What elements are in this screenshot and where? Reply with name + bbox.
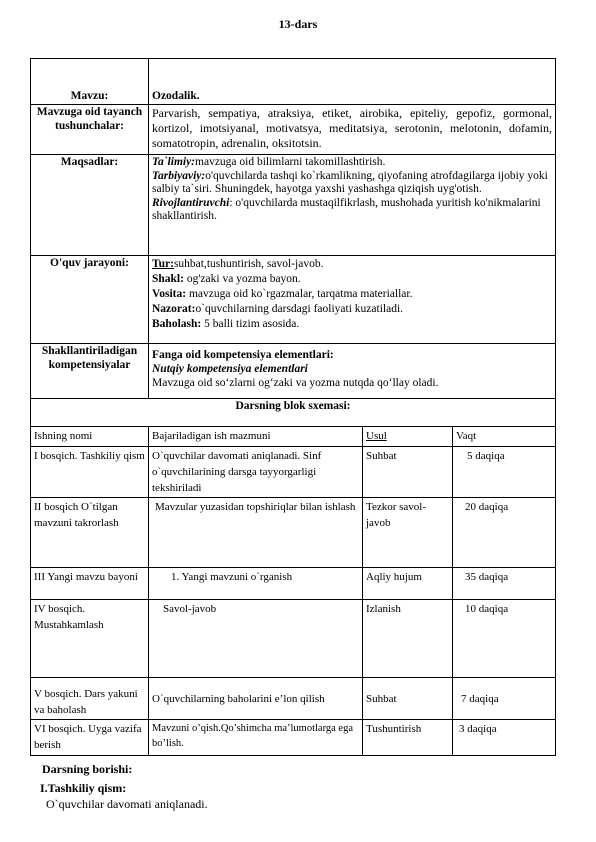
stage-content: Mavzular yuzasidan topshiriqlar bilan ishlash: [149, 498, 363, 568]
stage-name: IV bosqich. Mustahkamlash: [31, 600, 149, 678]
stage-name: V bosqich. Dars yakuni va baholash: [31, 678, 149, 720]
shakl-value: og'zaki va yozma bayon.: [183, 273, 301, 285]
stage-name: VI bosqich. Uyga vazifa berish: [31, 720, 149, 756]
baholash-line: [152, 317, 552, 332]
header-usul: Usul: [363, 427, 453, 447]
stage-method: Tushuntirish: [363, 720, 453, 756]
vosita-value: mavzuga oid ko`rgazmalar, tarqatma materiallar.: [186, 288, 413, 300]
tarbiyaviy-label: Tarbiyaviy:: [152, 169, 206, 182]
stage-method: Izlanish: [363, 600, 453, 678]
table-row: [31, 720, 556, 756]
maqsad-value: [149, 155, 556, 256]
komp-row: [31, 344, 556, 399]
borishi-heading: Darsning borishi:: [42, 762, 133, 776]
tarbiyaviy-value: o'quvchilarda tashqi ko`rkamlikning, qiyofaning atrofdagilarga ijobiy yoki salbiy ta`siri. Shuningdek, hayotga yaxshi yashashga qiziqish uyg'otish.: [152, 169, 548, 195]
stage-time: 10 daqiqa: [453, 600, 556, 678]
header-ishning-nomi: Ishning nomi: [31, 427, 149, 447]
page-title: 13-dars: [278, 17, 318, 31]
baholash-value: 5 balli tizim asosida.: [201, 318, 300, 330]
stage-content: O`quvchilar davomati aniqlanadi. Sinf o`quvchilarining darsga tayyorgarligi tekshiriladi: [149, 447, 363, 498]
komp-label: Shakllantiriladigan kompetensiyalar: [31, 344, 149, 399]
stage-content: Mavzuni o’qish.Qo’shimcha ma’lumotlarga ega bo’lish.: [149, 720, 363, 756]
stage-name: II bosqich O`tilgan mavzuni takrorlash: [31, 498, 149, 568]
tur-label: Tur:: [152, 258, 174, 270]
rivojl-value: : o'quvchilarda mustaqilfikrlash, mushohada yuritish ko'nikmalarini shakllantirish.: [152, 196, 541, 222]
stage-method: Tezkor savol-javob: [363, 498, 453, 568]
header-vaqt: Vaqt: [453, 427, 556, 447]
komp-line-1: Fanga oid kompetensiya elementlari:: [152, 349, 334, 361]
nazorat-value: o`quvchilarning darsdagi faoliyati kuzatiladi.: [195, 303, 404, 315]
table-row: [31, 498, 556, 568]
tashkiliy-text: O`quvchilar davomati aniqlanadi.: [46, 797, 208, 811]
stage-name: I bosqich. Tashkiliy qism: [31, 447, 149, 498]
table-row: [31, 600, 556, 678]
shakl-line: [152, 272, 552, 287]
table-row: [31, 678, 556, 720]
talimiy-label: Ta`limiy:: [152, 156, 196, 168]
block-title: Darsning blok sxemasi:: [31, 399, 556, 427]
stage-method: Suhbat: [363, 447, 453, 498]
tashkiliy-heading: I.Tashkiliy qism:: [40, 781, 127, 795]
stage-time: 3 daqiqa: [453, 720, 556, 756]
tayanch-row: [31, 105, 556, 155]
baholash-label: Baholash:: [152, 318, 202, 330]
jarayon-value: [149, 256, 556, 344]
komp-value: [149, 344, 556, 399]
talimiy-value: mavzuga oid bilimlarni takomillashtirish.: [195, 156, 386, 168]
komp-line-3: Mavzuga oid so‘zlarni og‘zaki va yozma nutqda qo‘llay oladi.: [152, 377, 439, 389]
mavzu-row: [31, 59, 556, 105]
block-title-row: [31, 399, 556, 427]
stage-time: 7 daqiqa: [453, 678, 556, 720]
stage-method: Suhbat: [363, 678, 453, 720]
stage-method: Aqliy hujum: [363, 568, 453, 600]
table-row: [31, 568, 556, 600]
stage-content: Savol-javob: [149, 600, 363, 678]
vosita-label: Vosita:: [152, 288, 187, 300]
vosita-line: [152, 287, 552, 302]
table-row: [31, 447, 556, 498]
nazorat-line: [152, 302, 552, 317]
stage-name: III Yangi mavzu bayoni: [31, 568, 149, 600]
rivojl-label: Rivojlantiruvchi: [152, 196, 230, 209]
jarayon-row: [31, 256, 556, 344]
header-mazmuni: Bajariladigan ish mazmuni: [149, 427, 363, 447]
stage-content: 1. Yangi mavzuni o`rganish: [149, 568, 363, 600]
talimiy-line: [152, 156, 552, 170]
tur-line: [152, 257, 552, 272]
lesson-info-table: [30, 58, 556, 427]
stage-content: O`quvchilarning baholarini e’lon qilish: [149, 678, 363, 720]
stage-time: 35 daqiqa: [453, 568, 556, 600]
tayanch-value: Parvarish, sempatiya, atraksiya, etiket, airobika, epiteliy, gepofiz, gormonal, kortizol, imotsiyanal, motivatsya, meditatsiya, serotonin, melotonin, dofamin, somatotropin, adrenalin, oksitotsin.: [149, 105, 556, 155]
nazorat-label: Nazorat:: [152, 303, 196, 315]
stage-time: 20 daqiqa: [453, 498, 556, 568]
schedule-header-row: [31, 427, 556, 447]
tarbiyaviy-line: [152, 170, 552, 197]
tur-value: suhbat,tushuntirish, savol-javob.: [173, 258, 324, 270]
shakl-label: Shakl:: [152, 273, 184, 285]
mavzu-value: Ozodalik.: [149, 59, 556, 105]
mavzu-label: Mavzu:: [31, 59, 149, 105]
stage-time: 5 daqiqa: [453, 447, 556, 498]
schedule-table: [30, 426, 556, 756]
maqsad-label: Maqsadlar:: [31, 155, 149, 256]
komp-line-2: Nutqiy kompetensiya elementlari: [152, 363, 308, 375]
rivojl-line: [152, 197, 552, 224]
jarayon-label: O'quv jarayoni:: [31, 256, 149, 344]
maqsad-row: [31, 155, 556, 256]
tayanch-label: Mavzuga oid tayanch tushunchalar:: [31, 105, 149, 155]
